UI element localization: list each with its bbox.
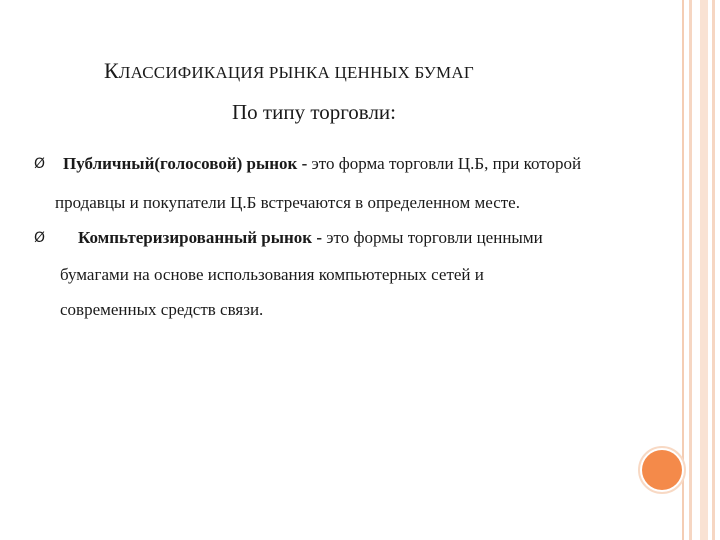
decorative-circle [642, 450, 682, 490]
bullet-1-line-2: продавцы и покупатели Ц.Б встречаются в определенном месте. [55, 193, 520, 212]
bullet-2-text: это формы торговли ценными [322, 228, 543, 247]
title-rest: ЛАССИФИКАЦИЯ РЫНКА ЦЕННЫХ БУМАГ [118, 63, 474, 82]
border-stripe [700, 0, 708, 540]
slide-title [104, 58, 474, 84]
bullet-2-line-3: современных средств связи. [60, 300, 264, 319]
bullet-arrow-icon: Ø [34, 156, 46, 172]
title-first-letter: К [104, 58, 119, 83]
bullet-2-line-1 [78, 228, 543, 248]
bullet-1-text: это форма торговли Ц.Б, при которой [307, 154, 582, 173]
bullet-1-line-1 [63, 154, 581, 174]
bullet-arrow-icon: Ø [34, 230, 46, 246]
bullet-2-line-2: бумагами на основе использования компьютерных сетей и [60, 265, 484, 284]
border-stripe [712, 0, 715, 540]
border-stripe [689, 0, 692, 540]
bullet-1-term: Публичный(голосовой) рынок - [63, 154, 308, 173]
bullet-2-term: Компьтеризированный рынок - [78, 228, 322, 247]
slide-subtitle: По типу торговли: [232, 100, 397, 124]
